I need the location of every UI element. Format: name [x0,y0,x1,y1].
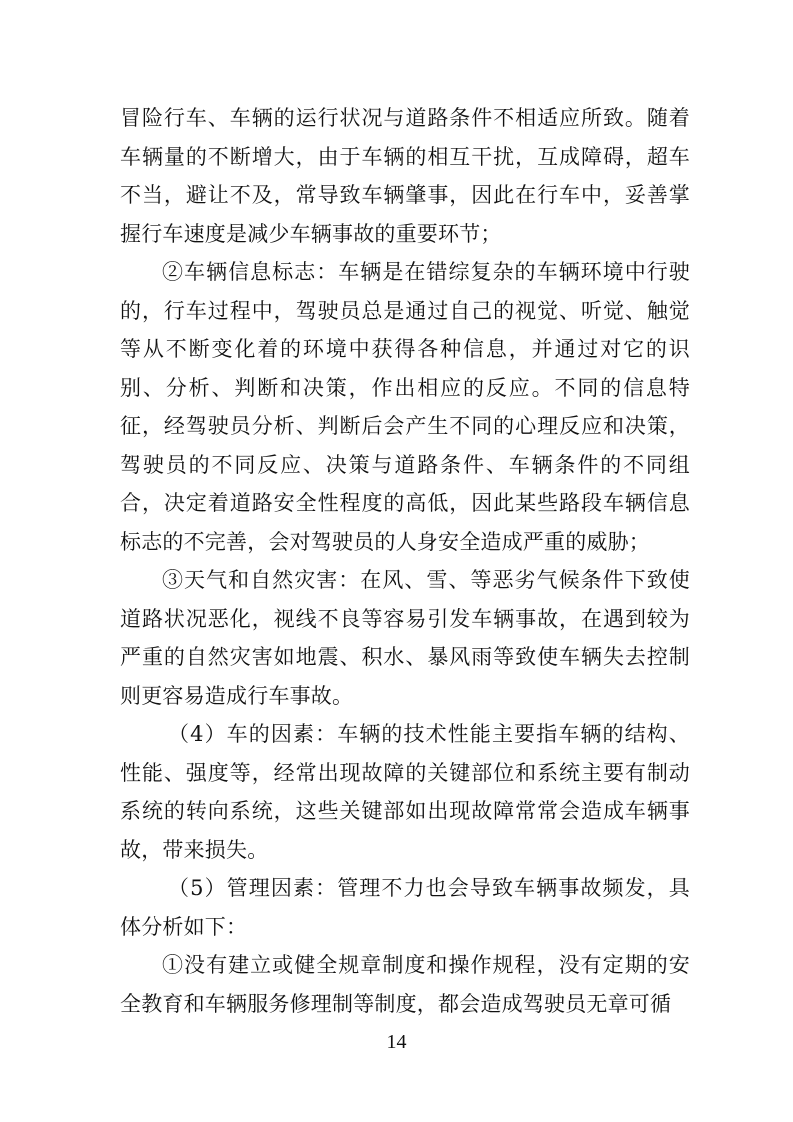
paragraph-no-regulations: ①没有建立或健全规章制度和操作规程，没有定期的安全教育和车辆服务修理制等制度，都会造成驾驶员无章可循 [120,953,690,1016]
paragraph-vehicle-signs: ②车辆信息标志：车辆是在错综复杂的车辆环境中行驶的，行车过程中，驾驶员总是通过自己的视觉、听觉、触觉等从不断变化着的环境中获得各种信息，并通过对它的识别、分析、判断和决策，作出相应的反应。不同的信息特征，经驾驶员分析、判断后会产生不同的心理反应和决策，驾驶员的不同反应、决策与道路条件、车辆条件的不同组合，决定着道路安全性程度的高低，因此某些路段车辆信息标志的不完善，会对驾驶员的人身安全造成严重的威胁； [120,260,690,554]
paragraph-management-factors: （5）管理因素：管理不力也会导致车辆事故频发，具体分析如下： [120,876,690,939]
paragraph-vehicle-factors: （4）车的因素：车辆的技术性能主要指车辆的结构、性能、强度等，经常出现故障的关键部位和系统主要有制动系统的转向系统，这些关键部如出现故障常常会造成车辆事故，带来损失。 [120,722,690,862]
paragraph-weather-disasters: ③天气和自然灾害：在风、雪、等恶劣气候条件下致使道路状况恶化，视线不良等容易引发车辆事故，在遇到较为严重的自然灾害如地震、积水、暴风雨等致使车辆失去控制则更容易造成行车事故。 [120,568,690,708]
page-number: 14 [386,1031,407,1053]
document-body [120,99,690,1023]
paragraph-continuation: 冒险行车、车辆的运行状况与道路条件不相适应所致。随着车辆量的不断增大，由于车辆的相互干扰，互成障碍，超车不当，避让不及，常导致车辆肇事，因此在行车中，妥善掌握行车速度是减少车辆事故的重要环节； [120,106,690,246]
